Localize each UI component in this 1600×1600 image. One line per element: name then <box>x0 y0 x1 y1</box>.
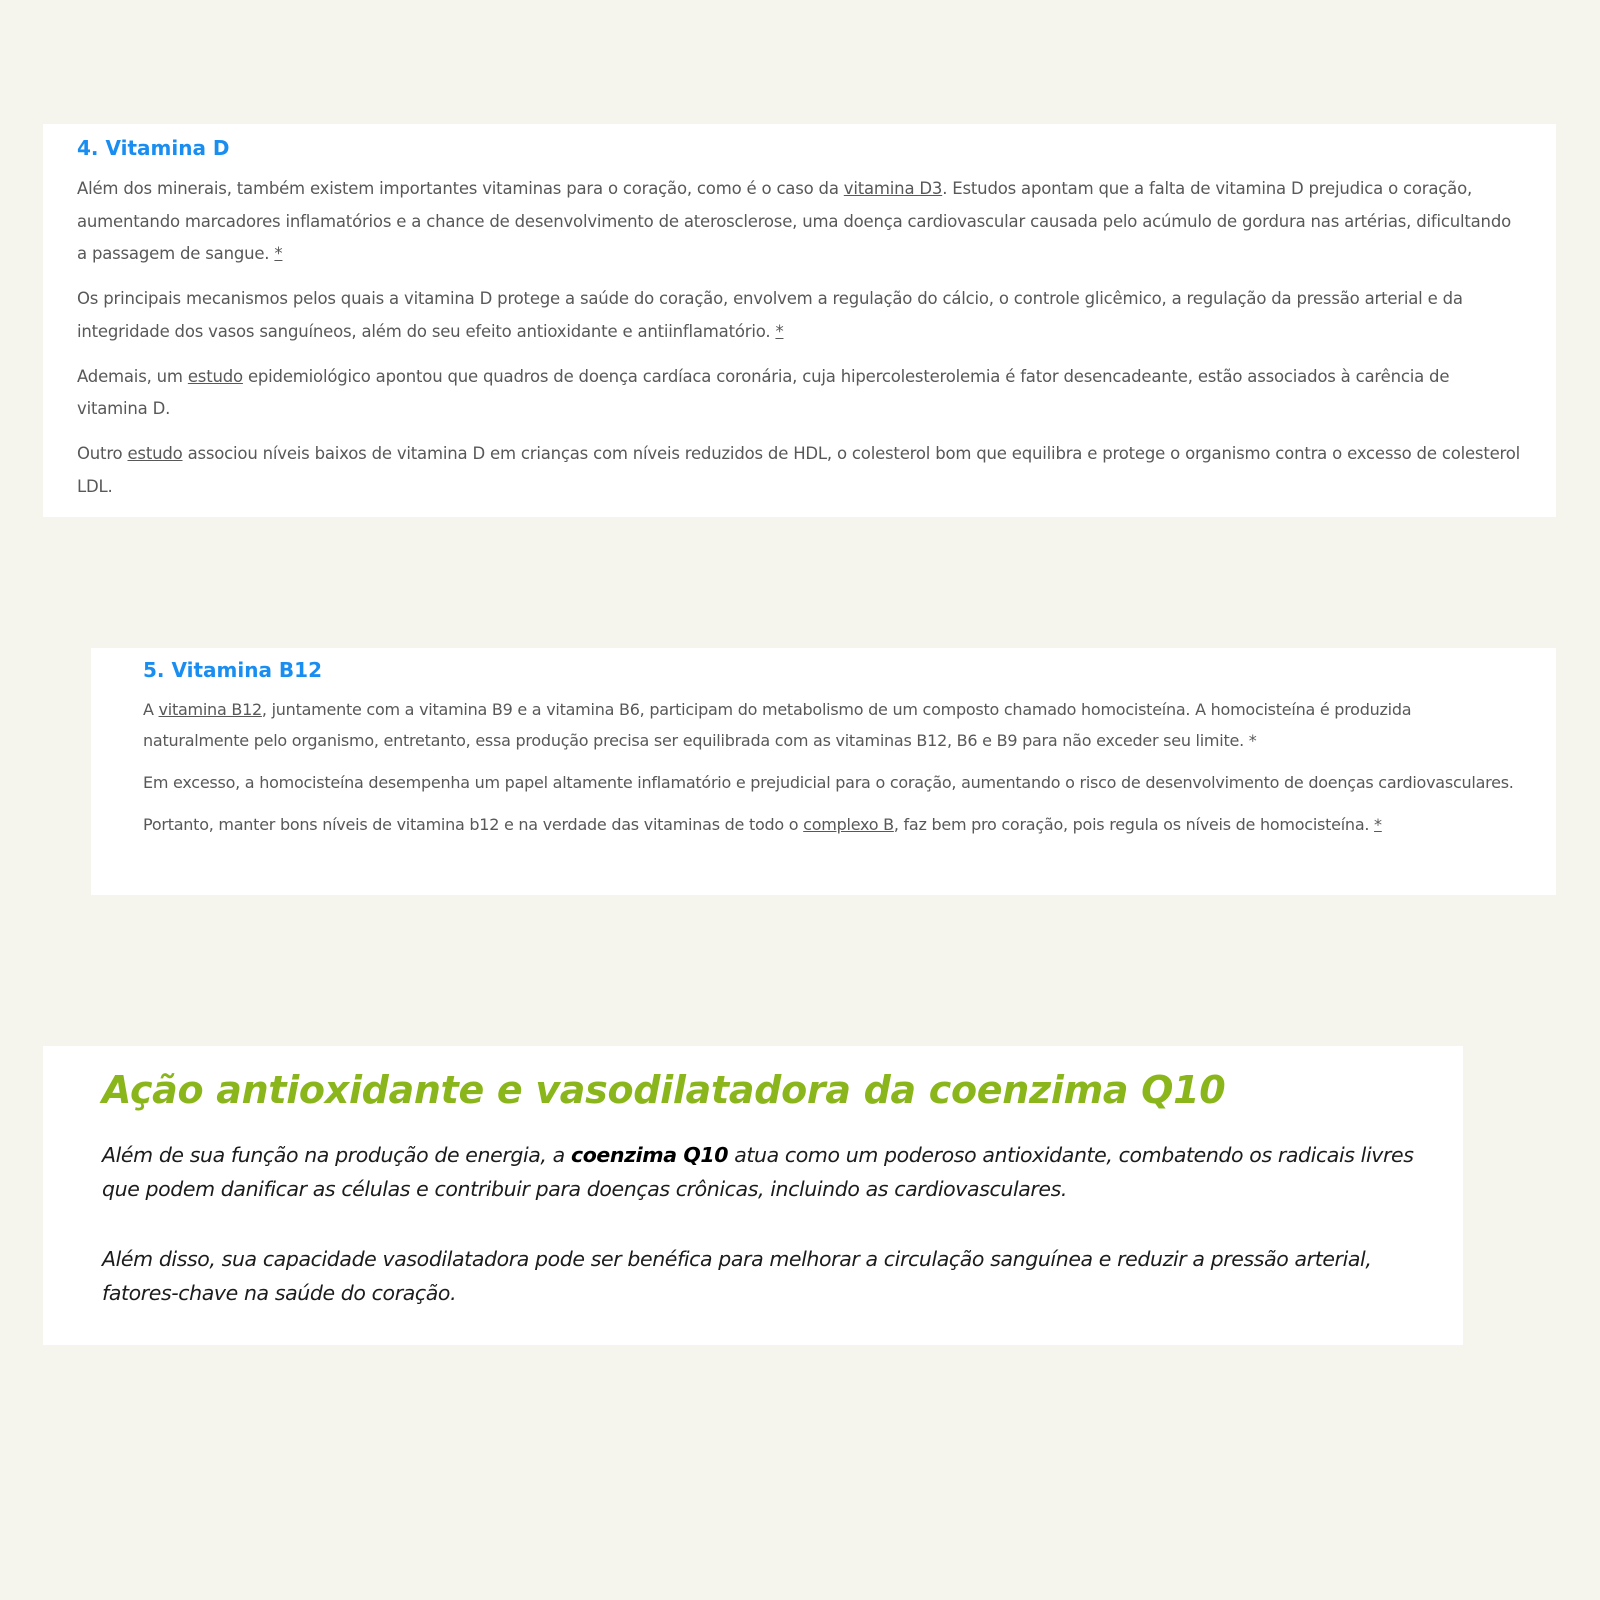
text-segment: Além de sua função na produção de energia, a <box>102 1142 571 1167</box>
text-segment: Os principais mecanismos pelos quais a vitamina D protege a saúde do coração, envolvem a regulação do cálcio, o controle glicêmico, a regulação da pressão arterial e da integridade dos vasos sanguíneos, além do seu efeito antioxidante e antiinflamatório. <box>77 289 1463 341</box>
text-segment: Além dos minerais, também existem importantes vitaminas para o coração, como é o caso da <box>77 179 844 198</box>
reference-link[interactable]: * <box>1374 815 1382 834</box>
vitamin-d3-link[interactable]: vitamina D3 <box>843 179 943 198</box>
vitamin-d-paragraph-1 <box>77 173 1522 271</box>
coenzyme-q10-paragraph-1 <box>102 1138 1423 1206</box>
vitamin-d-heading: 4. Vitamina D <box>77 136 230 160</box>
vitamin-d-section <box>43 124 1556 517</box>
text-segment: Outro <box>77 443 128 463</box>
text-segment: atua como um poderoso antioxidante, combatendo os radicais livres que podem danificar as células e contribuir para doenças crônicas, incluindo as cardiovasculares. <box>102 1142 1414 1201</box>
text-segment: A <box>143 700 159 719</box>
coenzyme-q10-paragraph-2: Além disso, sua capacidade vasodilatadora pode ser benéfica para melhorar a circulação sanguínea e reduzir a pressão arterial, fatores-chave na saúde do coração. <box>102 1246 1372 1305</box>
coenzyme-q10-heading: Ação antioxidante e vasodilatadora da coenzima Q10 <box>102 1068 1226 1112</box>
vitamin-b12-paragraph-2: Em excesso, a homocisteína desempenha um papel altamente inflamatório e prejudicial para o coração, aumentando o risco de desenvolvimento de doenças cardiovasculares. <box>143 773 1514 792</box>
vitamin-b12-heading: 5. Vitamina B12 <box>143 658 322 682</box>
text-segment: epidemiológico apontou que quadros de doença cardíaca coronária, cuja hipercolesterolemia é fator desencadeante, estão associados à carência de vitamina D. <box>77 366 1450 419</box>
vitamin-b12-paragraph-3 <box>143 809 1518 840</box>
text-segment: Ademais, um <box>77 366 188 386</box>
vitamin-b12-section <box>91 648 1556 895</box>
text-segment: , juntamente com a vitamina B9 e a vitamina B6, participam do metabolismo de um composto chamado homocisteína. A homocisteína é produzida naturalmente pelo organismo, entretanto, essa produção precisa ser equilibrada com as vitaminas B12, B6 e B9 para não exceder seu limite. * <box>143 700 1412 750</box>
reference-link[interactable]: * <box>775 321 784 341</box>
text-segment: . Estudos apontam que a falta de vitamina D prejudica o coração, aumentando marcadores inflamatórios e a chance de desenvolvimento de aterosclerose, uma doença cardiovascular causada pelo acúmulo de gordura nas artérias, dificultando a passagem de sangue. <box>77 179 1511 264</box>
study-link[interactable]: estudo <box>127 443 183 463</box>
vitamin-d-paragraph-4 <box>77 438 1522 503</box>
study-link[interactable]: estudo <box>187 366 243 386</box>
vitamin-b12-paragraph-1 <box>143 694 1518 756</box>
complexo-b-link[interactable]: complexo B <box>803 815 894 834</box>
text-segment: Portanto, manter bons níveis de vitamina b12 e na verdade das vitaminas de todo o <box>143 815 804 834</box>
coenzyme-q10-section <box>43 1046 1463 1345</box>
coenzyme-q10-bold: coenzima Q10 <box>570 1142 729 1167</box>
vitamin-d-paragraph-2 <box>77 283 1522 348</box>
text-segment: associou níveis baixos de vitamina D em crianças com níveis reduzidos de HDL, o colesterol bom que equilibra e protege o organismo contra o excesso de colesterol LDL. <box>77 443 1521 496</box>
reference-link[interactable]: * <box>274 244 283 264</box>
vitamin-d-paragraph-3 <box>77 361 1522 426</box>
vitamin-b12-link[interactable]: vitamina B12 <box>158 700 262 719</box>
text-segment: , faz bem pro coração, pois regula os níveis de homocisteína. <box>893 815 1375 834</box>
